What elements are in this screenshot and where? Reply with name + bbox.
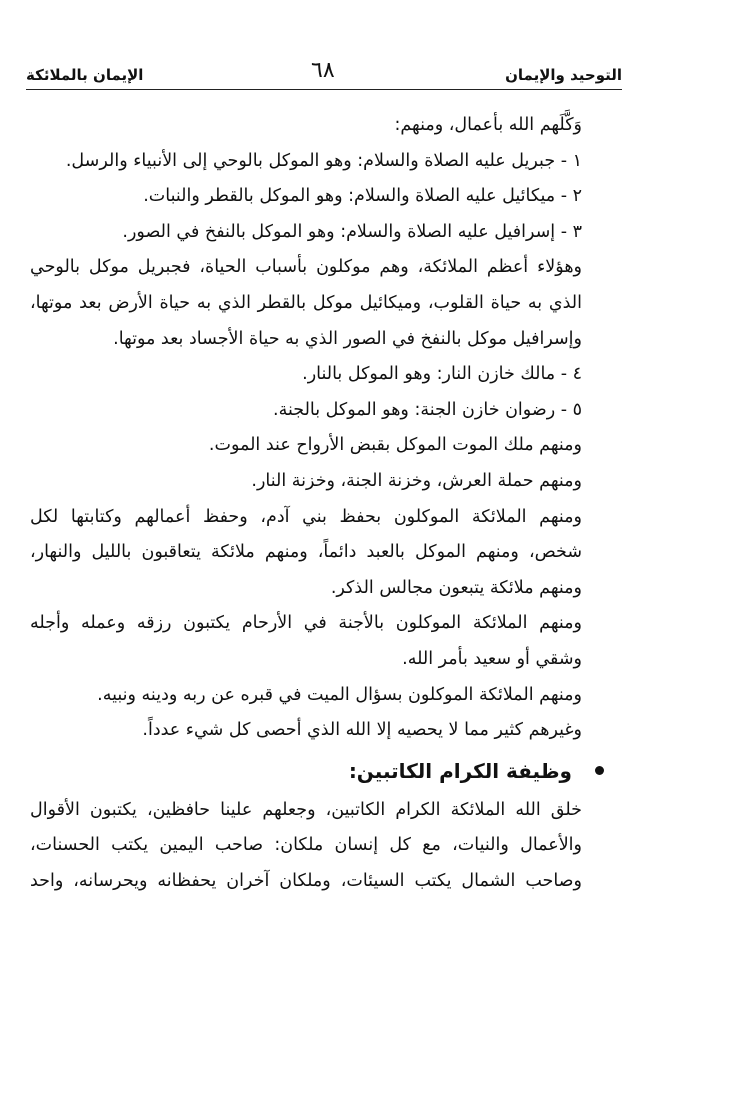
paragraph-line: خلق الله الملائكة الكرام الكاتبين، وجعلهم علينا حافظين، يكتبون الأقوال (30, 799, 582, 820)
paragraph-line: وغيرهم كثير مما لا يحصيه إلا الله الذي أحصى كل شيء عدداً. (142, 720, 582, 741)
paragraph-line: الذي به حياة القلوب، وميكائيل موكل بالقطر الذي به حياة الأرض بعد موتها، (30, 292, 582, 313)
paragraph-line: ومنهم الملائكة الموكلون بحفظ بني آدم، وحفظ أعمالهم وكتابتها لكل (30, 506, 582, 527)
list-item: ١ - جبريل عليه الصلاة والسلام: وهو الموكل بالوحي إلى الأنبياء والرسل. (65, 150, 582, 171)
page-body (30, 108, 582, 899)
page-header (26, 56, 622, 90)
section-heading (30, 749, 582, 793)
chapter-title: الإيمان بالملائكة (26, 66, 144, 84)
paragraph-line: وصاحب الشمال يكتب السيئات، وملكان آخران يحفظانه ويحرسانه، واحد (30, 870, 582, 891)
bullet-icon (595, 766, 604, 775)
paragraph-line: ومنهم الملائكة الموكلون بالأجنة في الأرحام يكتبون رزقه وعمله وأجله (30, 613, 582, 634)
paragraph-line: ومنهم ملك الموت الموكل بقبض الأرواح عند الموت. (208, 435, 582, 456)
list-item: ٣ - إسرافيل عليه الصلاة والسلام: وهو الموكل بالنفخ في الصور. (122, 221, 582, 242)
paragraph-line: وإسرافيل موكل بالنفخ في الصور الذي به حياة الأجساد بعد موتها. (113, 328, 582, 349)
intro-line: وَكَّلَهم الله بأعمال، ومنهم: (394, 115, 582, 135)
header-divider (26, 89, 622, 90)
list-item: ٤ - مالك خازن النار: وهو الموكل بالنار. (302, 364, 582, 385)
list-item: ٥ - رضوان خازن الجنة: وهو الموكل بالجنة. (273, 399, 582, 420)
paragraph-line: ومنهم الملائكة الموكلون بسؤال الميت في قبره عن ربه ودينه ونبيه. (97, 684, 582, 705)
page-number: ٦٨ (311, 58, 335, 83)
paragraph-line: والأعمال والنيات، مع كل إنسان ملكان: صاحب اليمين يكتب الحسنات، (30, 835, 582, 856)
paragraph-line: وشقي أو سعيد بأمر الله. (402, 648, 582, 669)
book-title: التوحيد والإيمان (505, 66, 622, 84)
section-heading-text: وظيفة الكرام الكاتبين: (348, 758, 572, 783)
paragraph-line: وهؤلاء أعظم الملائكة، وهم موكلون بأسباب الحياة، فجبريل موكل بالوحي (30, 257, 582, 278)
paragraph-line: ومنهم ملائكة يتبعون مجالس الذكر. (330, 577, 582, 598)
list-item: ٢ - ميكائيل عليه الصلاة والسلام: وهو الموكل بالقطر والنبات. (143, 186, 582, 207)
paragraph-line: ومنهم حملة العرش، وخزنة الجنة، وخزنة النار. (251, 470, 582, 491)
paragraph-line: شخص، ومنهم الموكل بالعبد دائماً، ومنهم ملائكة يتعاقبون بالليل والنهار، (30, 542, 582, 563)
